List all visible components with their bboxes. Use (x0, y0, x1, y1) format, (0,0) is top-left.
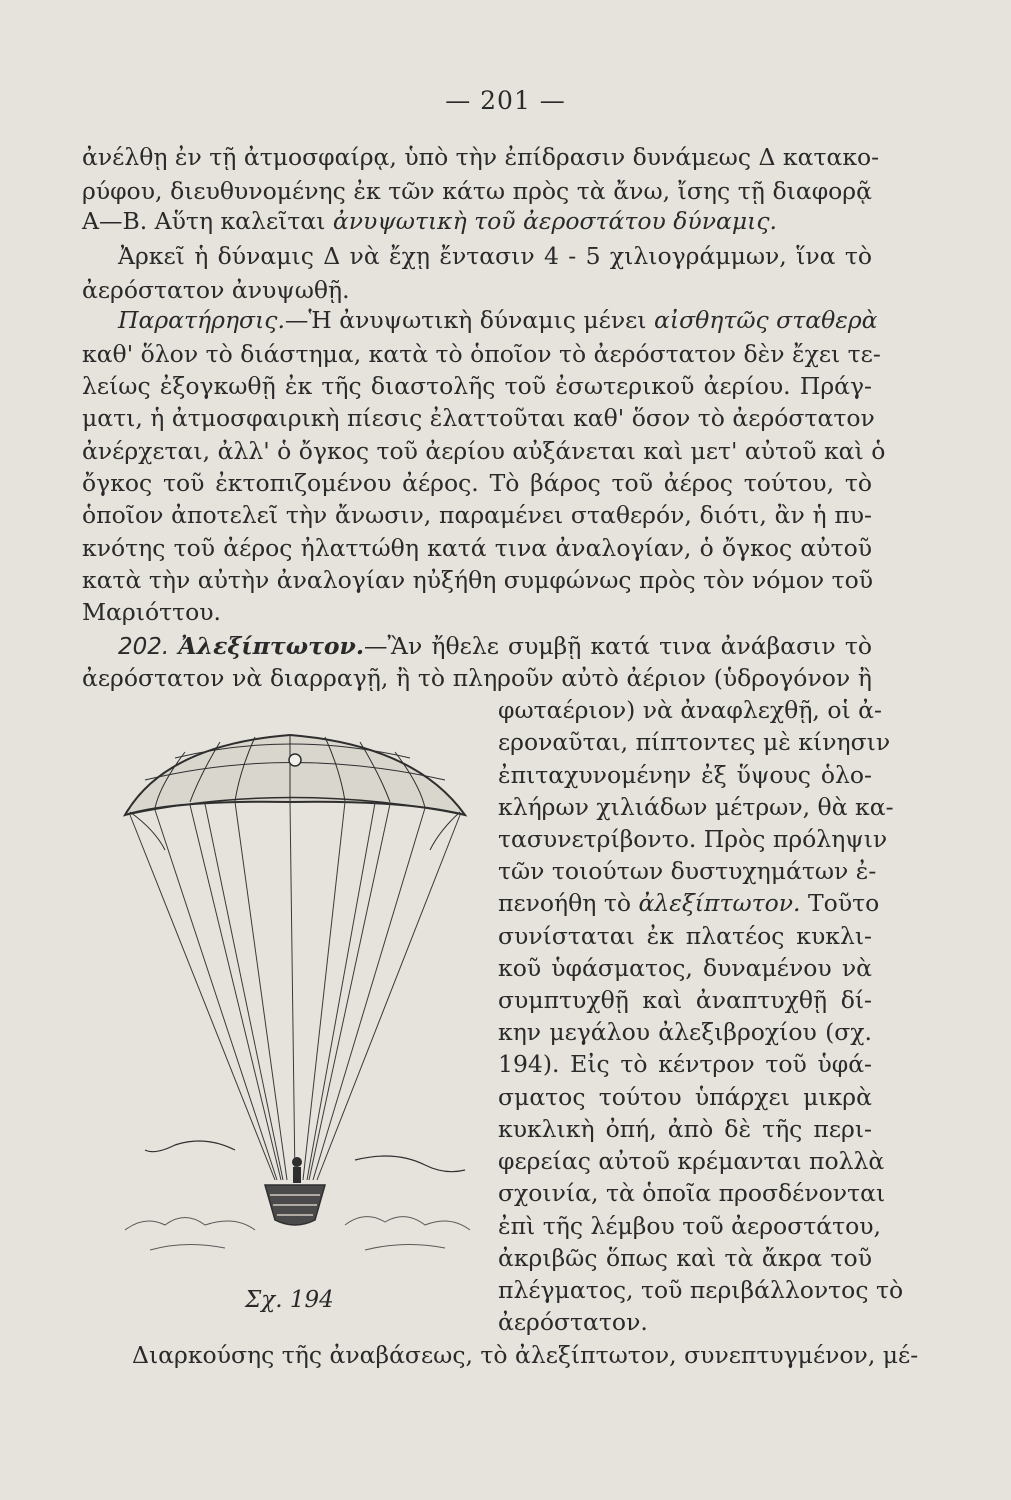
text-line: ἀερόστατον. (498, 1308, 648, 1336)
text-line: τασυνετρίβοντο. Πρὸς πρόληψιν (498, 825, 888, 853)
text-line: κυκλικὴ ὀπή, ἀπὸ δὲ τῆς περι- (498, 1115, 872, 1143)
suspension-lines (130, 802, 460, 1180)
text-line: κοῦ ὑφάσματος, δυναμένου νὰ (498, 954, 872, 982)
text-line: ρύφου, διευθυνομένης ἐκ τῶν κάτω πρὸς τὰ ἄνω, ἴσης τῇ διαφορᾷ (82, 177, 872, 205)
text-line: σματος τούτου ὑπάρχει μικρὰ (498, 1083, 872, 1111)
text-line: ἀερόστατον νὰ διαρραγῇ, ἢ τὸ πληροῦν αὐτὸ ἀέριον (ὑδρογόνον ἢ (82, 664, 872, 692)
text-line: φωταέριον) νὰ ἀναφλεχθῇ, οἱ ἀ- (498, 696, 882, 724)
text-line: ἀκριβῶς ὅπως καὶ τὰ ἄκρα τοῦ (498, 1244, 872, 1272)
emphasis-term: αἰσθητῶς σταθερὰ (654, 306, 878, 334)
text-line: πλέγματος, τοῦ περιβάλλοντος τὸ (498, 1276, 904, 1304)
text-line: καθ' ὅλον τὸ διάστημα, κατὰ τὸ ὁποῖον τὸ ἀερόστατον δὲν ἔχει τε- (82, 340, 881, 368)
text-line: κλήρων χιλιάδων μέτρων, θὰ κα- (498, 793, 894, 821)
section-number: 202. (118, 634, 170, 660)
text-span: Α—Β. Αὕτη καλεῖται (82, 207, 326, 235)
text-line: Ἀρκεῖ ἡ δύναμις Δ νὰ ἔχῃ ἔντασιν 4 - 5 χιλιογράμμων, ἵνα τὸ (118, 242, 872, 270)
text-line: Μαριόττου. (82, 598, 222, 626)
section-title: Ἀλεξίπτωτον. (178, 632, 365, 660)
page-number: — 201 — (445, 86, 566, 115)
basket (265, 1185, 325, 1225)
text-line: ἀερόστατον ἀνυψωθῇ. (82, 276, 350, 304)
text-span: —Ἡ ἀνυψωτικὴ δύναμις μένει (284, 306, 647, 334)
text-line: συμπτυχθῇ καὶ ἀναπτυχθῇ δί- (498, 986, 872, 1014)
text-line: Διαρκούσης τῆς ἀναβάσεως, τὸ ἀλεξίπτωτον, συνεπτυγμένον, μέ- (132, 1341, 919, 1369)
section-heading-line (118, 631, 872, 662)
text-line: 194). Εἰς τὸ κέντρον τοῦ ὑφά- (498, 1050, 872, 1078)
parachute-illustration (105, 720, 495, 1280)
emphasis-term: ἀλεξίπτωτον. (638, 889, 801, 917)
remark-label: Παρατήρησις. (118, 306, 285, 334)
figure-caption: Σχ. 194 (245, 1287, 334, 1313)
text-line: ὁποῖον ἀποτελεῖ τὴν ἄνωσιν, παραμένει σταθερόν, διότι, ἂν ἡ πυ- (82, 501, 872, 529)
text-line: ἐπιταχυνομένην ἐξ ὕψους ὁλο- (498, 761, 872, 789)
text-line: ὄγκος τοῦ ἐκτοπιζομένου ἀέρος. Τὸ βάρος τοῦ ἀέρος τούτου, τὸ (82, 469, 872, 497)
text-line (118, 305, 878, 335)
text-line: τῶν τοιούτων δυστυχημάτων ἐ- (498, 857, 877, 885)
text-line: κην μεγάλου ἀλεξιβροχίου (σχ. (498, 1018, 872, 1046)
text-span: —Ἂν ἤθελε συμβῇ κατά τινα ἀνάβασιν τὸ (364, 632, 872, 660)
text-line: συνίσταται ἐκ πλατέος κυκλι- (498, 922, 872, 950)
emphasis-term: ἀνυψωτικὴ τοῦ ἀεροστάτου δύναμις. (332, 207, 777, 235)
text-line: ἀνέρχεται, ἀλλ' ὁ ὄγκος τοῦ ἀερίου αὐξάνεται καὶ μετ' αὐτοῦ καὶ ὁ (82, 437, 886, 465)
text-span: Τοῦτο (808, 889, 880, 917)
streamers (145, 1141, 465, 1172)
text-line: ἐπὶ τῆς λέμβου τοῦ ἀεροστάτου, (498, 1212, 882, 1240)
text-line: κατὰ τὴν αὐτὴν ἀναλογίαν ηὐξήθη συμφώνως πρὸς τὸν νόμον τοῦ (82, 566, 874, 594)
text-span: πενοήθη τὸ (498, 889, 631, 917)
aeronaut-figure (292, 1157, 302, 1183)
text-line: κνότης τοῦ ἀέρος ἠλαττώθη κατά τινα ἀναλογίαν, ὁ ὄγκος αὐτοῦ (82, 534, 872, 562)
text-line: σχοινία, τὰ ὁποῖα προσδένονται (498, 1179, 886, 1207)
text-line: φερείας αὐτοῦ κρέμανται πολλὰ (498, 1147, 885, 1175)
text-line (498, 888, 880, 918)
text-line: λείως ἐξογκωθῇ ἐκ τῆς διαστολῆς τοῦ ἐσωτερικοῦ ἀερίου. Πράγ- (82, 372, 872, 400)
text-line (82, 206, 872, 236)
text-line: ματι, ἡ ἀτμοσφαιρικὴ πίεσις ἐλαττοῦται καθ' ὅσον τὸ ἀερόστατον (82, 404, 875, 432)
text-line: εροναῦται, πίπτοντες μὲ κίνησιν (498, 728, 891, 756)
text-line: ἀνέλθῃ ἐν τῇ ἀτμοσφαίρᾳ, ὑπὸ τὴν ἐπίδρασιν δυνάμεως Δ κατακο- (82, 143, 880, 171)
parachute-canopy (125, 735, 465, 850)
